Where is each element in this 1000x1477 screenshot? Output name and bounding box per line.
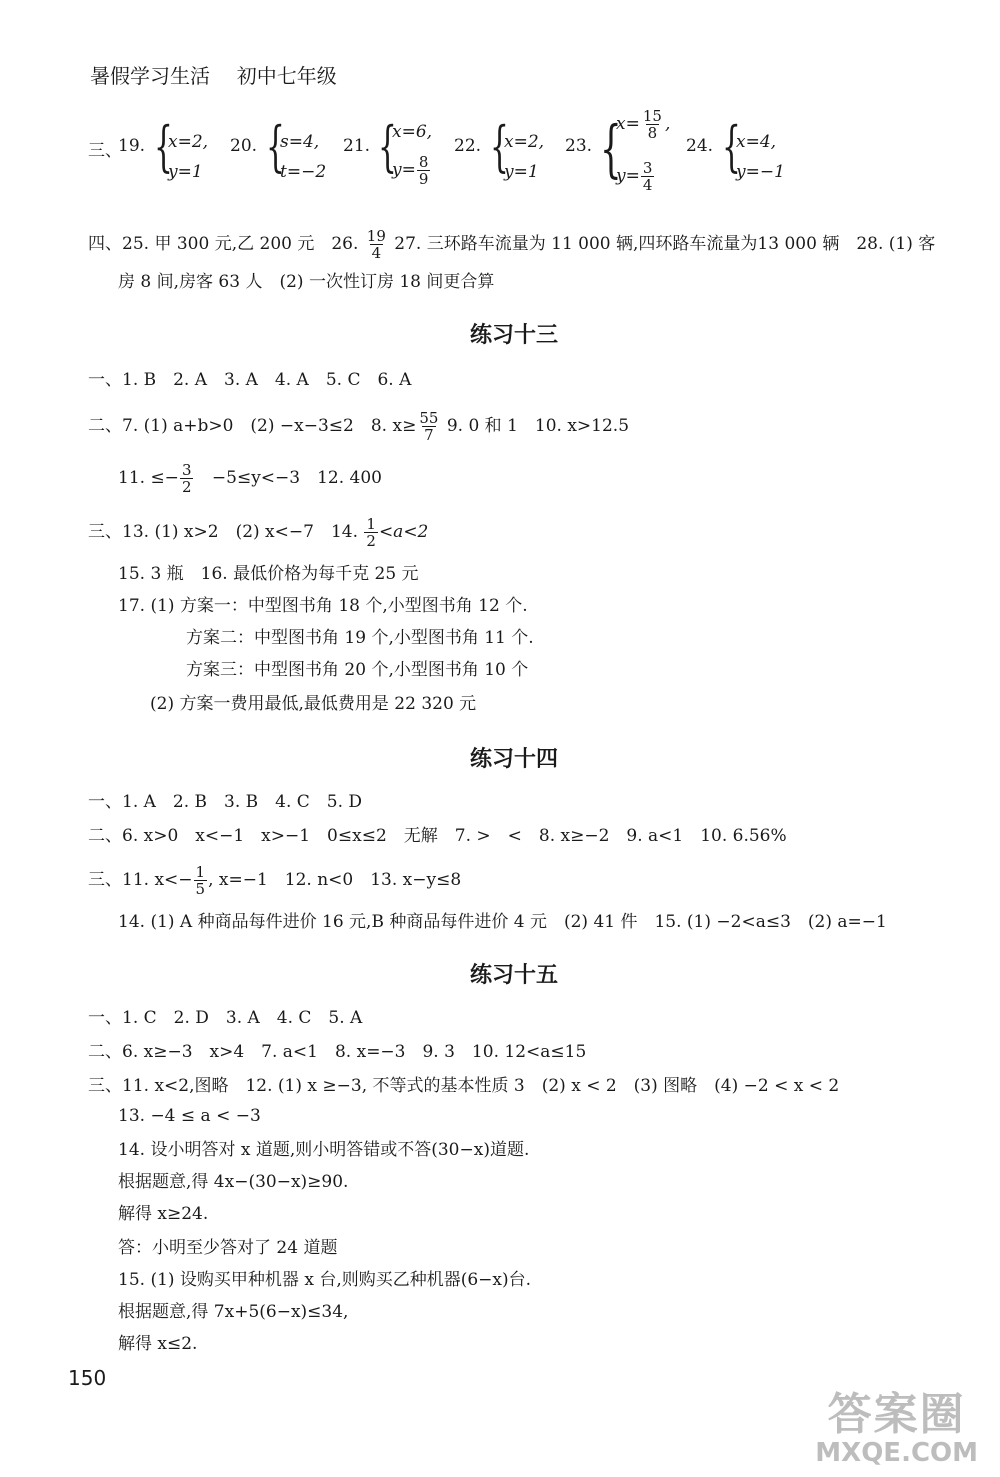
equation-line: t=−2 <box>280 162 327 182</box>
answer-text: 四、25. 甲 300 元,乙 200 元 26. <box>88 234 359 254</box>
equation-line: y=1 <box>168 162 203 182</box>
fraction: $\frac{8}{9}$ <box>418 153 429 188</box>
equation-system <box>490 112 570 192</box>
equation-system <box>154 112 234 192</box>
brace: { <box>378 115 397 178</box>
answer-line: 11. ≤− $\frac{3}{2}$ −5≤y<−3 12. 400 <box>118 461 382 496</box>
answer-line: 方案三：中型图书角 20 个,小型图书角 10 个 <box>186 660 529 680</box>
exercise-15-title: 练习十五 <box>470 963 559 988</box>
systems-row <box>88 107 968 194</box>
equation-line: x= $\frac{15}{8}$ , <box>616 107 671 142</box>
fraction: $\frac{15}{8}$ <box>642 107 662 142</box>
brace: { <box>266 115 285 178</box>
book-title: 暑假学习生活 <box>90 64 210 88</box>
system-number: 22. <box>454 136 482 156</box>
answer-line: 一、1. B 2. A 3. A 4. A 5. C 6. A <box>88 370 412 390</box>
answer-line: 14. 设小明答对 x 道题,则小明答错或不答(30−x)道题. <box>118 1140 530 1160</box>
fraction: $\frac{19}{4}$ <box>366 227 386 262</box>
answer-line: 二、6. x≥−3 x>4 7. a<1 8. x=−3 9. 3 10. 12<a≤15 <box>88 1042 587 1062</box>
grade-label: 初中七年级 <box>236 64 337 88</box>
system-number: 23. <box>565 136 593 156</box>
equation-line: s=4, <box>280 132 320 152</box>
equation-system <box>600 108 690 200</box>
system-number: 19. <box>118 136 146 156</box>
fraction: $\frac{55}{7}$ <box>419 409 439 444</box>
watermark-url: MXQE.COM <box>815 1438 978 1468</box>
answer-line: 三、13. (1) x>2 (2) x<−7 14. $\frac{1}{2}$ <a<2 <box>88 515 429 550</box>
system-number: 21. <box>343 136 371 156</box>
fraction: $\frac{3}{4}$ <box>642 159 653 194</box>
equation-line: x=2, <box>168 132 209 152</box>
answer-line: 17. (1) 方案一：中型图书角 18 个,小型图书角 12 个. <box>118 596 528 616</box>
equation-line: y= $\frac{8}{9}$ <box>392 153 429 188</box>
answer-line: 15. 3 瓶 16. 最低价格为每千克 25 元 <box>118 564 419 584</box>
answer-line: 答：小明至少答对了 24 道题 <box>118 1238 338 1258</box>
answer-line: 三、11. x<2,图略 12. (1) x ≥−3, 不等式的基本性质 3 (2) x < 2 (3) 图略 (4) −2 < x < 2 <box>88 1076 840 1096</box>
fraction: $\frac{3}{2}$ <box>181 461 192 496</box>
equation-line: x=4, <box>736 132 777 152</box>
brace: { <box>490 115 509 178</box>
watermark-text: 答案圈 <box>827 1389 966 1440</box>
equation-system <box>266 112 346 192</box>
equation-system <box>722 112 812 192</box>
system-number: 20. <box>230 136 258 156</box>
answer-line: 根据题意,得 4x−(30−x)≥90. <box>118 1172 349 1192</box>
equation-line: y=1 <box>504 162 539 182</box>
exercise-14-title: 练习十四 <box>470 747 559 772</box>
section-label: 三、 <box>88 141 122 161</box>
answer-line: 二、7. (1) a+b>0 (2) −x−3≤2 8. x≥ $\frac{55}{7}$ 9. 0 和 1 10. x>12.5 <box>88 409 630 444</box>
answer-line: 二、6. x>0 x<−1 x>−1 0≤x≤2 无解 7. > < 8. x≥−2 9. a<1 10. 6.56% <box>88 826 787 846</box>
answer-line: 方案二：中型图书角 19 个,小型图书角 11 个. <box>186 628 534 648</box>
answer-text: 27. 三环路车流量为 11 000 辆,四环路车流量为13 000 辆 28. (1) 客 <box>394 234 936 254</box>
answer-line: 解得 x≤2. <box>118 1334 198 1354</box>
equation-system <box>378 112 458 192</box>
fraction: $\frac{1}{5}$ <box>195 863 206 898</box>
brace: { <box>722 115 741 178</box>
equation-line: y= $\frac{3}{4}$ <box>616 159 653 194</box>
answer-line: 根据题意,得 7x+5(6−x)≤34, <box>118 1302 349 1322</box>
system-number: 24. <box>686 136 714 156</box>
brace: { <box>154 115 173 178</box>
section4-line1 <box>88 228 935 261</box>
equation-line: x=2, <box>504 132 545 152</box>
answer-line: 解得 x≥24. <box>118 1204 209 1224</box>
section4-line2: 房 8 间,房客 63 人 (2) 一次性订房 18 间更合算 <box>118 272 495 292</box>
answer-line: 13. −4 ≤ a < −3 <box>118 1106 261 1126</box>
equation-line: x=6, <box>392 122 433 142</box>
answer-line: 一、1. C 2. D 3. A 4. C 5. A <box>88 1008 363 1028</box>
equation-line: y=−1 <box>736 162 785 182</box>
answer-line: 14. (1) A 种商品每件进价 16 元,B 种商品每件进价 4 元 (2) 41 件 15. (1) −2<a≤3 (2) a=−1 <box>118 912 887 932</box>
page-number: 150 <box>68 1366 107 1390</box>
answer-line: 三、11. x<− $\frac{1}{5}$ , x=−1 12. n<0 13. x−y≤8 <box>88 863 462 898</box>
fraction: $\frac{1}{2}$ <box>366 515 376 550</box>
brace: { <box>600 112 622 185</box>
answer-line: 一、1. A 2. B 3. B 4. C 5. D <box>88 792 363 812</box>
exercise-13-title: 练习十三 <box>470 323 559 348</box>
watermark-logo <box>815 1391 978 1467</box>
running-header <box>90 60 337 89</box>
answer-line: (2) 方案一费用最低,最低费用是 22 320 元 <box>150 694 477 714</box>
answer-line: 15. (1) 设购买甲种机器 x 台,则购买乙种机器(6−x)台. <box>118 1270 532 1290</box>
